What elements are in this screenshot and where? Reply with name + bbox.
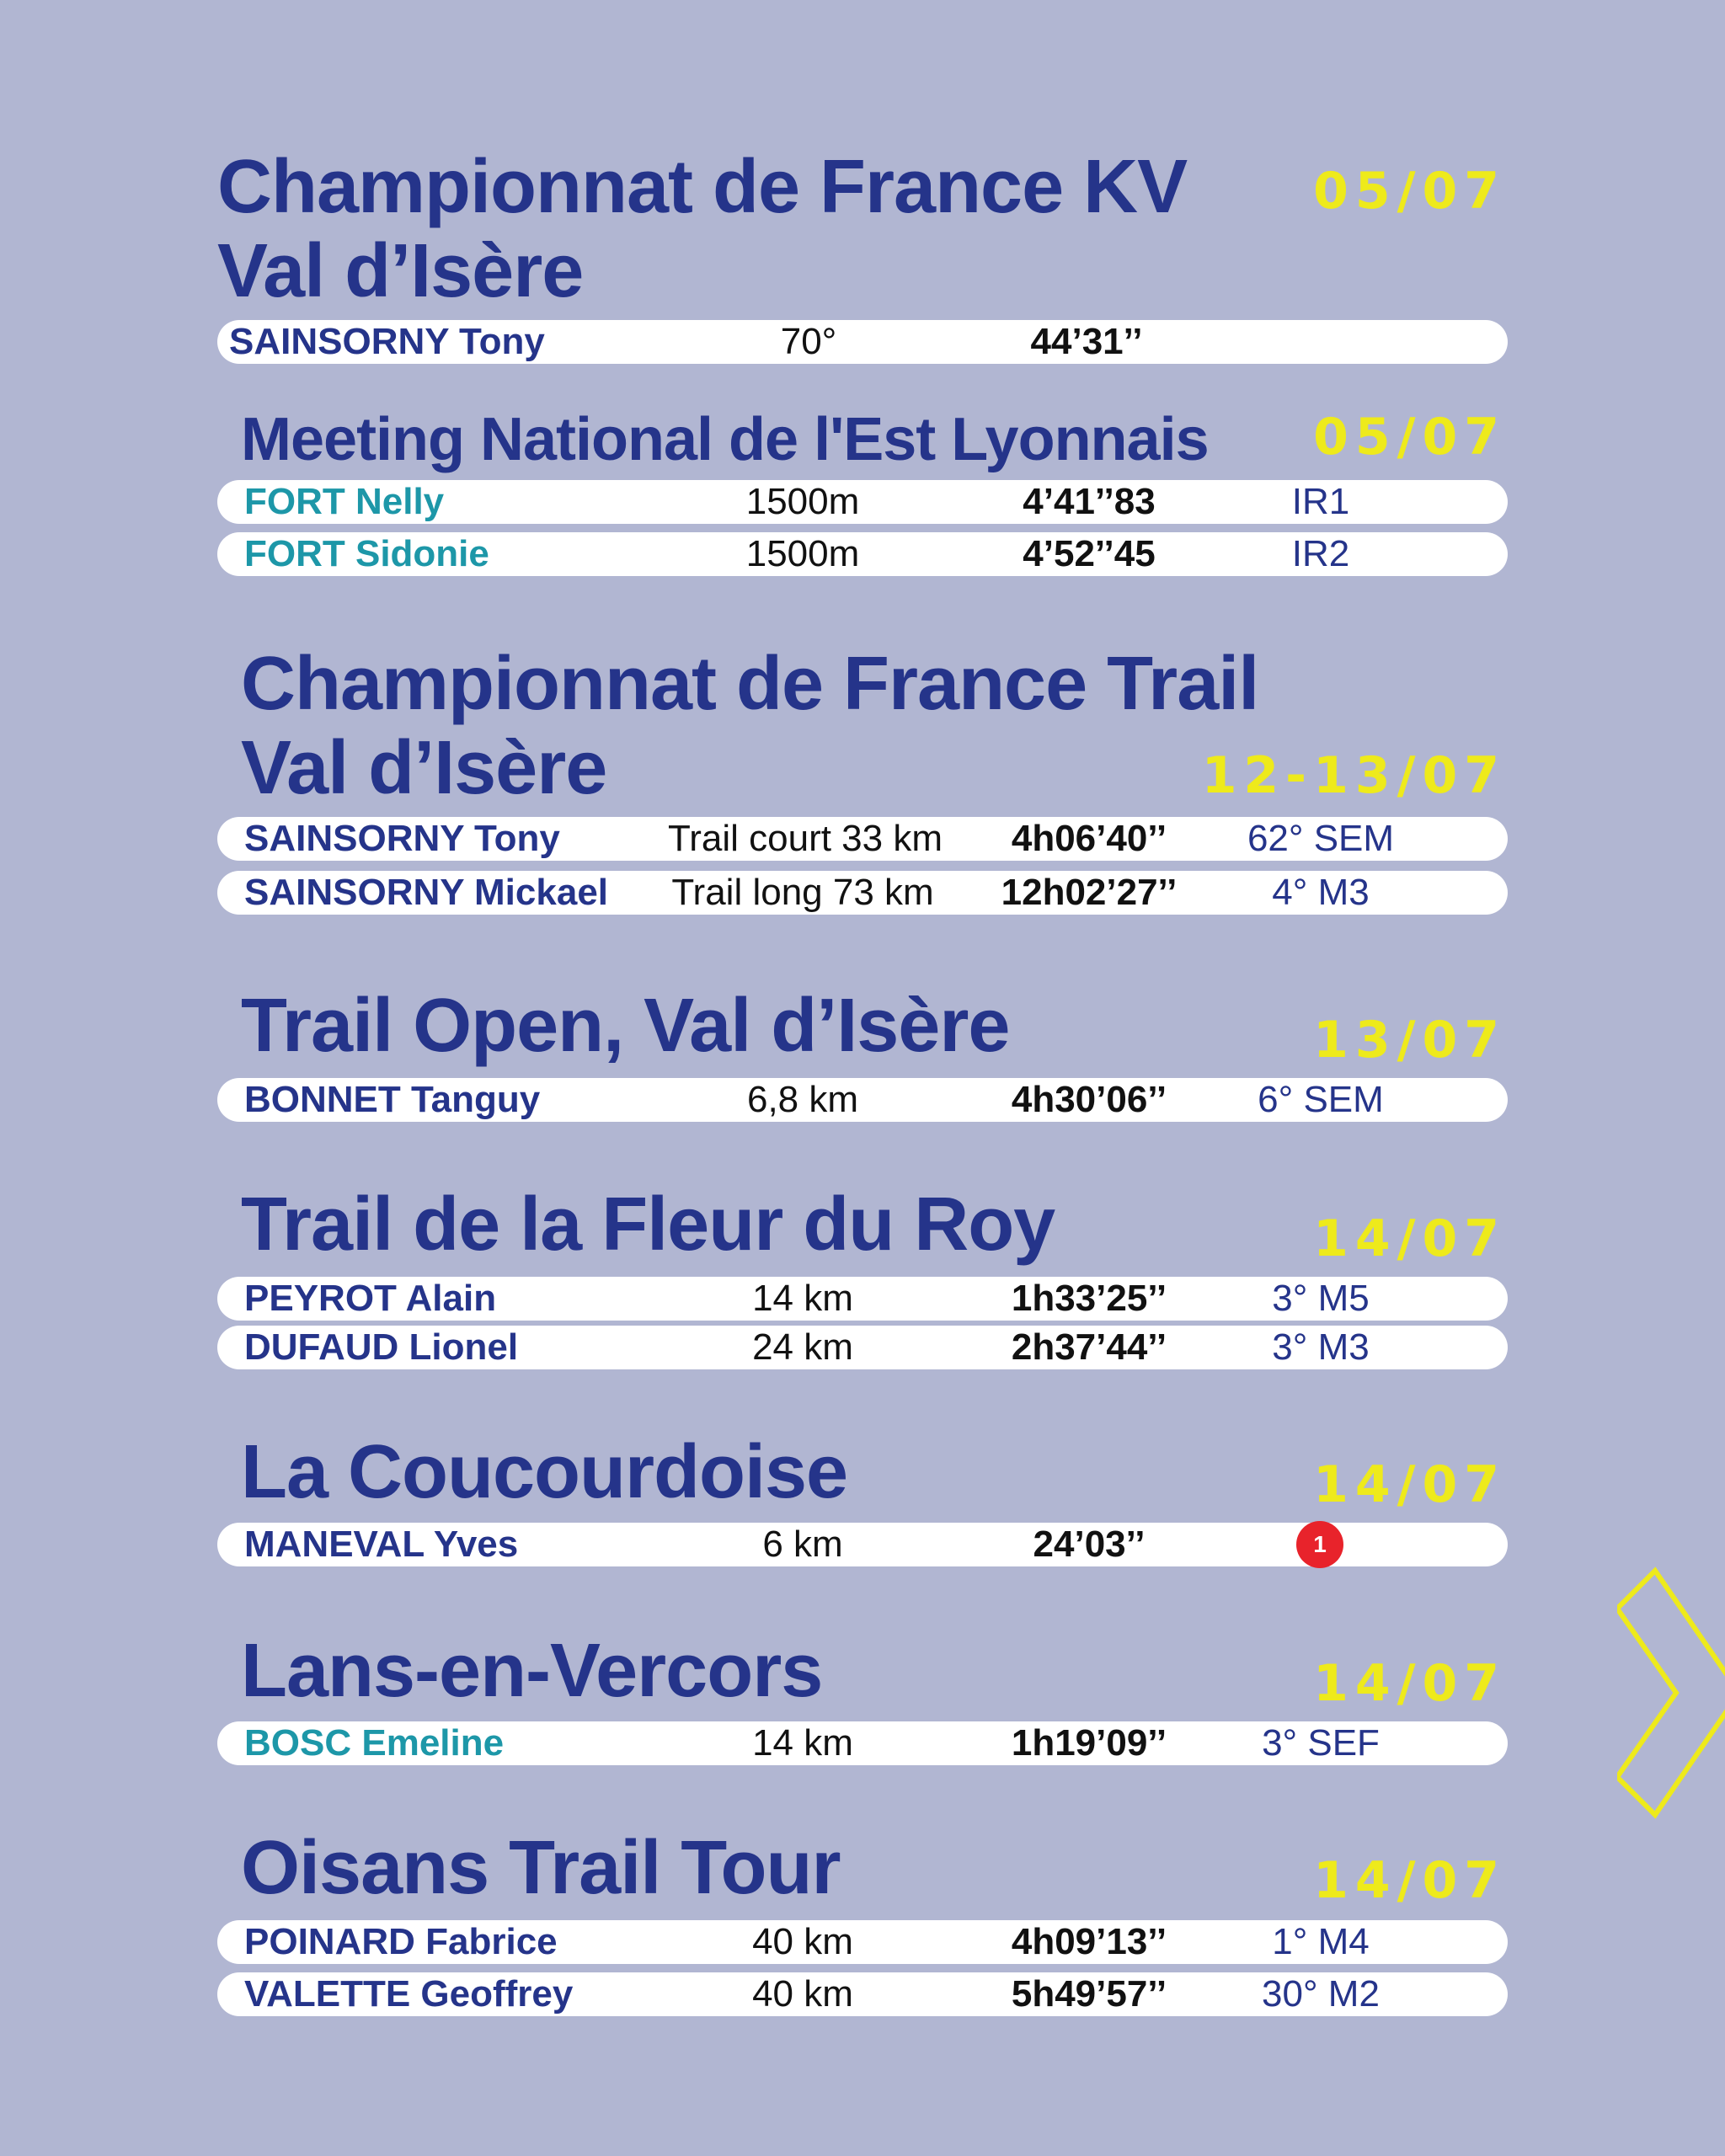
rank: 3° M5	[1272, 1278, 1370, 1319]
result-row	[217, 480, 1508, 524]
event-date: 14/07	[1313, 1209, 1506, 1268]
finish-time: 4’41’’83	[1023, 481, 1156, 522]
result-row	[217, 320, 1508, 364]
finish-time: 24’03’’	[1033, 1524, 1146, 1565]
finish-time: 4h30’06’’	[1011, 1079, 1167, 1120]
event-date: 05/07	[1313, 162, 1506, 221]
event-date: 13/07	[1313, 1011, 1506, 1070]
result-row	[217, 1523, 1508, 1566]
athlete-name: PEYROT Alain	[244, 1278, 497, 1319]
athlete-name: BONNET Tanguy	[244, 1079, 541, 1120]
event-title	[241, 1182, 1055, 1267]
event-title-line: Trail de la Fleur du Roy	[241, 1182, 1055, 1267]
distance: 1500m	[745, 533, 860, 574]
event-title-line: La Coucourdoise	[241, 1430, 848, 1514]
event-title	[241, 1826, 841, 1910]
result-row	[217, 532, 1508, 576]
rank: 62° SEM	[1247, 818, 1395, 859]
event-title-line: Championnat de France KV	[217, 145, 1188, 229]
athlete-name: SAINSORNY Tony	[244, 818, 560, 859]
rank: 30° M2	[1262, 1973, 1380, 2015]
finish-time: 4h06’40’’	[1011, 818, 1167, 859]
finish-time: 44’31’’	[1030, 321, 1143, 362]
athlete-name: SAINSORNY Mickael	[244, 872, 609, 913]
athlete-name: FORT Sidonie	[244, 533, 489, 574]
result-row	[217, 1721, 1508, 1765]
notification-badge: 1	[1296, 1521, 1343, 1568]
finish-time: 1h33’25’’	[1011, 1278, 1167, 1319]
event-title-line: Lans-en-Vercors	[241, 1629, 823, 1713]
distance: 14 km	[752, 1722, 853, 1764]
rank: 3° SEF	[1262, 1722, 1380, 1764]
distance: 14 km	[752, 1278, 853, 1319]
event-title	[241, 406, 1209, 473]
distance: 1500m	[745, 481, 860, 522]
event-title-line: Meeting National de l'Est Lyonnais	[241, 406, 1209, 473]
finish-time: 12h02’27’’	[1001, 872, 1178, 913]
finish-time: 5h49’57’’	[1011, 1973, 1167, 2015]
distance: Trail court 33 km	[668, 818, 943, 859]
distance: 40 km	[752, 1973, 853, 2015]
finish-time: 4h09’13’’	[1011, 1921, 1167, 1962]
event-date: 14/07	[1313, 1654, 1506, 1713]
event-title-line: Championnat de France Trail	[241, 642, 1259, 726]
event-title	[217, 145, 1187, 313]
finish-time: 4’52’’45	[1023, 533, 1156, 574]
athlete-name: DUFAUD Lionel	[244, 1326, 519, 1368]
athlete-name: MANEVAL Yves	[244, 1524, 519, 1565]
event-title	[241, 984, 1009, 1068]
event-title-line: Val d’Isère	[217, 229, 584, 313]
result-row	[217, 1972, 1508, 2016]
event-title	[241, 1629, 822, 1713]
result-row	[217, 1078, 1508, 1122]
event-date: 12-13/07	[1201, 746, 1506, 805]
athlete-name: BOSC Emeline	[244, 1722, 505, 1764]
event-title-line: Oisans Trail Tour	[241, 1826, 841, 1910]
athlete-name: SAINSORNY Tony	[229, 321, 545, 362]
finish-time: 1h19’09’’	[1011, 1722, 1167, 1764]
athlete-name: POINARD Fabrice	[244, 1921, 558, 1962]
distance: 6 km	[762, 1524, 843, 1565]
result-row	[217, 817, 1508, 861]
event-date: 14/07	[1313, 1851, 1506, 1910]
event-title	[241, 642, 1258, 810]
result-row	[217, 1920, 1508, 1964]
result-row	[217, 1277, 1508, 1321]
athlete-name: FORT Nelly	[244, 481, 445, 522]
finish-time: 2h37’44’’	[1011, 1326, 1167, 1368]
athlete-name: VALETTE Geoffrey	[244, 1973, 574, 2015]
rank: 4° M3	[1272, 872, 1370, 913]
event-date: 05/07	[1313, 408, 1506, 467]
distance: 70°	[780, 321, 837, 362]
distance: 24 km	[752, 1326, 853, 1368]
rank: IR2	[1291, 533, 1350, 574]
event-title-line: Val d’Isère	[241, 726, 607, 810]
distance: 40 km	[752, 1921, 853, 1962]
distance: Trail long 73 km	[671, 872, 934, 913]
event-title-line: Trail Open, Val d’Isère	[241, 984, 1010, 1068]
rank: IR1	[1291, 481, 1350, 522]
event-date: 14/07	[1313, 1455, 1506, 1514]
distance: 6,8 km	[746, 1079, 859, 1120]
result-row	[217, 871, 1508, 915]
rank: 6° SEM	[1258, 1079, 1384, 1120]
rank: 1° M4	[1272, 1921, 1370, 1962]
result-row	[217, 1326, 1508, 1369]
event-title	[241, 1430, 847, 1514]
chevron-right-icon	[1617, 1566, 1725, 1819]
rank: 3° M3	[1272, 1326, 1370, 1368]
